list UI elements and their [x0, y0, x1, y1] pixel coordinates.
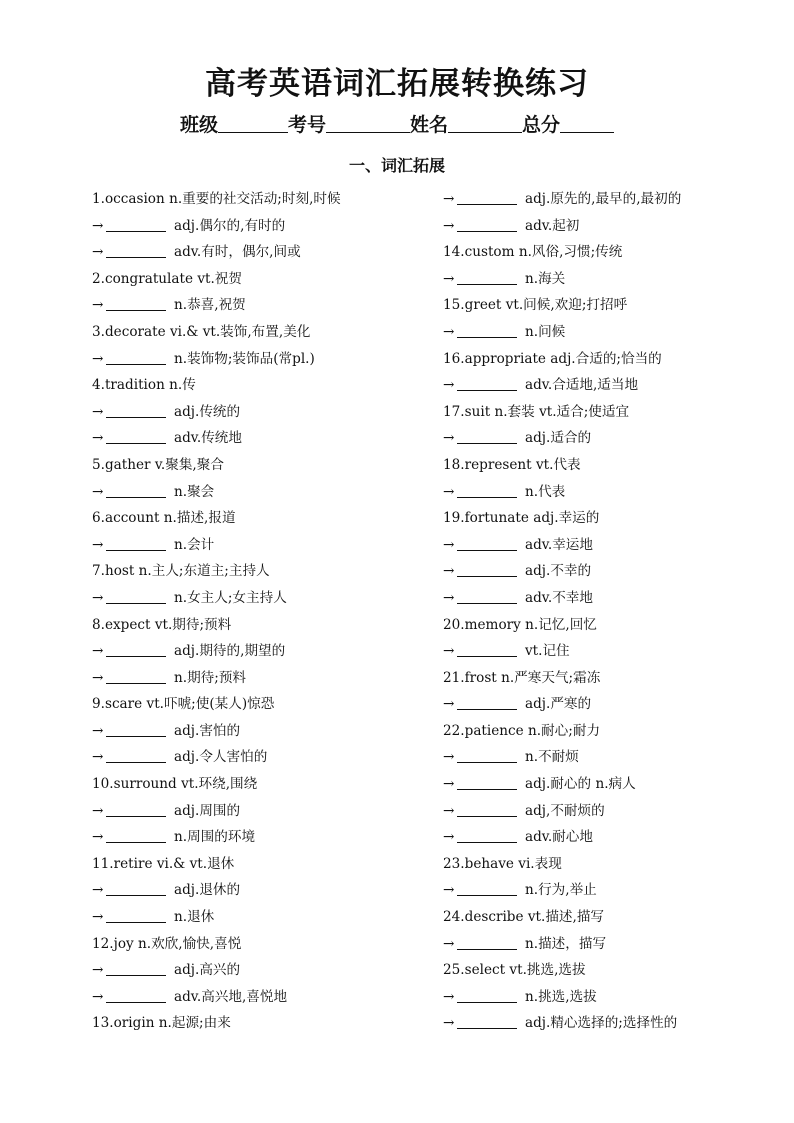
answer-blank[interactable] — [457, 641, 517, 657]
derivative-line — [92, 665, 432, 692]
answer-blank[interactable] — [106, 880, 166, 896]
answer-blank[interactable] — [457, 561, 517, 577]
answer-blank[interactable] — [457, 322, 517, 338]
derivative-line — [443, 532, 773, 559]
arrow-icon: → — [443, 430, 455, 447]
arrow-icon: → — [443, 563, 455, 580]
student-info-line — [0, 110, 794, 137]
score-blank[interactable] — [560, 114, 614, 133]
answer-blank[interactable] — [457, 827, 517, 843]
derivative-hint: adj.令人害怕的 — [174, 749, 268, 766]
arrow-icon: → — [92, 988, 104, 1005]
derivative-hint: n.退休 — [174, 909, 215, 926]
derivative-line — [443, 824, 773, 851]
score-label: 总分 — [522, 114, 561, 136]
derivative-line — [443, 931, 773, 958]
exam-no-blank[interactable] — [326, 114, 410, 133]
arrow-icon: → — [92, 749, 104, 766]
vocab-entry: 7.host n.主人;东道主;主持人 — [92, 563, 270, 580]
answer-blank[interactable] — [457, 747, 517, 763]
answer-blank[interactable] — [457, 880, 517, 896]
derivative-hint: adj.周围的 — [174, 802, 241, 819]
derivative-line — [443, 372, 773, 399]
derivative-hint: adv.耐心地 — [525, 829, 593, 846]
vocab-entry: 12.joy n.欢欣,愉快,喜悦 — [92, 935, 242, 952]
vocab-entry: 14.custom n.风俗,习惯;传统 — [443, 244, 623, 261]
answer-blank[interactable] — [457, 588, 517, 604]
derivative-hint: adj.不幸的 — [525, 563, 592, 580]
derivative-hint: adv.幸运地 — [525, 536, 593, 553]
answer-blank[interactable] — [106, 216, 166, 232]
answer-blank[interactable] — [106, 721, 166, 737]
arrow-icon: → — [443, 696, 455, 713]
vocab-entry: 25.select vt.挑选,选拔 — [443, 962, 586, 979]
derivative-line — [92, 744, 432, 771]
derivative-line — [92, 425, 432, 452]
derivative-line — [92, 718, 432, 745]
derivative-hint: n.周围的环境 — [174, 829, 256, 846]
answer-blank[interactable] — [106, 960, 166, 976]
answer-blank[interactable] — [106, 668, 166, 684]
derivative-line — [443, 558, 773, 585]
arrow-icon: → — [443, 323, 455, 340]
derivative-hint: n.期待;预料 — [174, 669, 247, 686]
derivative-hint: n.代表 — [525, 483, 566, 500]
answer-blank[interactable] — [457, 269, 517, 285]
answer-blank[interactable] — [457, 694, 517, 710]
derivative-line — [443, 798, 773, 825]
right-column — [443, 186, 773, 1037]
vocab-entry: 17.suit n.套装 vt.适合;使适宜 — [443, 403, 630, 420]
class-blank[interactable] — [218, 114, 288, 133]
arrow-icon: → — [443, 191, 455, 207]
arrow-icon: → — [92, 802, 104, 819]
arrow-icon: → — [443, 643, 455, 660]
vocab-entry: 13.origin n.起源;由来 — [92, 1015, 231, 1032]
derivative-hint: adj.原先的,最早的,最初的 — [525, 191, 682, 207]
name-label: 姓名 — [410, 114, 449, 136]
derivative-line — [443, 877, 773, 904]
derivative-hint: adj.害怕的 — [174, 722, 241, 739]
arrow-icon: → — [443, 988, 455, 1005]
derivative-hint: adv.传统地 — [174, 430, 242, 447]
derivative-line — [92, 585, 432, 612]
derivative-line — [92, 904, 432, 931]
derivative-line — [443, 425, 773, 452]
arrow-icon: → — [92, 909, 104, 926]
name-blank[interactable] — [448, 114, 522, 133]
derivative-line — [443, 585, 773, 612]
vocab-entry: 24.describe vt.描述,描写 — [443, 909, 605, 926]
derivative-line — [443, 984, 773, 1011]
arrow-icon: → — [92, 589, 104, 606]
arrow-icon: → — [92, 643, 104, 660]
answer-blank[interactable] — [106, 907, 166, 923]
derivative-line — [92, 638, 432, 665]
derivative-hint: n.聚会 — [174, 483, 215, 500]
vocab-entry: 20.memory n.记忆,回忆 — [443, 616, 597, 633]
answer-blank[interactable] — [106, 349, 166, 365]
vocab-entry: 6.account n.描述,报道 — [92, 510, 236, 527]
answer-blank[interactable] — [457, 428, 517, 444]
vocab-entry: 22.patience n.耐心;耐力 — [443, 722, 601, 739]
derivative-line — [92, 346, 432, 373]
arrow-icon: → — [443, 270, 455, 287]
derivative-hint: n.问候 — [525, 323, 566, 340]
vocab-entry: 15.greet vt.问候,欢迎;打招呼 — [443, 297, 628, 314]
vocab-entry: 11.retire vi.& vt.退休 — [92, 855, 235, 872]
answer-blank[interactable] — [457, 375, 517, 391]
arrow-icon: → — [92, 350, 104, 367]
vocab-entry: 4.tradition n.传 — [92, 377, 196, 394]
arrow-icon: → — [443, 1015, 455, 1032]
derivative-line — [92, 957, 432, 984]
answer-blank[interactable] — [106, 535, 166, 551]
arrow-icon: → — [443, 802, 455, 819]
answer-blank[interactable] — [457, 482, 517, 498]
answer-blank[interactable] — [106, 428, 166, 444]
arrow-icon: → — [92, 483, 104, 500]
derivative-hint: vt.记住 — [525, 643, 570, 660]
left-column — [92, 186, 432, 1037]
answer-blank[interactable] — [457, 987, 517, 1003]
answer-blank[interactable] — [457, 1013, 517, 1029]
derivative-hint: n.挑选,选拔 — [525, 988, 597, 1005]
derivative-hint: adj.精心选择的;选择性的 — [525, 1015, 678, 1032]
arrow-icon: → — [443, 882, 455, 899]
arrow-icon: → — [92, 217, 104, 234]
arrow-icon: → — [443, 935, 455, 952]
derivative-hint: n.装饰物;装饰品(常pl.) — [174, 350, 315, 367]
answer-blank[interactable] — [106, 641, 166, 657]
derivative-line — [443, 1010, 773, 1037]
derivative-hint: adj.严寒的 — [525, 696, 592, 713]
arrow-icon: → — [92, 536, 104, 553]
derivative-hint: adv.不幸地 — [525, 589, 593, 606]
derivative-line — [443, 319, 773, 346]
answer-blank[interactable] — [457, 189, 517, 205]
derivative-line — [92, 984, 432, 1011]
answer-blank[interactable] — [457, 535, 517, 551]
arrow-icon: → — [92, 962, 104, 979]
derivative-line — [443, 638, 773, 665]
arrow-icon: → — [443, 749, 455, 766]
derivative-hint: n.海关 — [525, 270, 566, 287]
vocab-entry: 2.congratulate vt.祝贺 — [92, 270, 242, 287]
answer-blank[interactable] — [106, 295, 166, 311]
answer-blank[interactable] — [106, 827, 166, 843]
answer-blank[interactable] — [106, 987, 166, 1003]
derivative-hint: adv.起初 — [525, 217, 580, 234]
derivative-line — [92, 479, 432, 506]
answer-blank[interactable] — [457, 774, 517, 790]
derivative-hint: adv.合适地,适当地 — [525, 377, 639, 394]
vocab-entry: 21.frost n.严寒天气;霜冻 — [443, 669, 601, 686]
answer-blank[interactable] — [106, 402, 166, 418]
arrow-icon: → — [92, 403, 104, 420]
arrow-icon: → — [443, 589, 455, 606]
derivative-hint: n.行为,举止 — [525, 882, 597, 899]
arrow-icon: → — [92, 297, 104, 314]
answer-blank[interactable] — [106, 242, 166, 258]
derivative-hint: adj.传统的 — [174, 403, 241, 420]
answer-blank[interactable] — [457, 801, 517, 817]
derivative-hint: adj.耐心的 n.病人 — [525, 776, 636, 793]
arrow-icon: → — [92, 882, 104, 899]
arrow-icon: → — [92, 244, 104, 261]
derivative-line — [443, 691, 773, 718]
derivative-line — [92, 824, 432, 851]
derivative-line — [443, 186, 773, 213]
class-label: 班级 — [179, 114, 218, 136]
vocab-entry: 19.fortunate adj.幸运的 — [443, 510, 600, 527]
vocab-entry: 10.surround vt.环绕,围绕 — [92, 776, 258, 793]
answer-blank[interactable] — [106, 482, 166, 498]
arrow-icon: → — [92, 722, 104, 739]
derivative-line — [443, 266, 773, 293]
answer-blank[interactable] — [457, 934, 517, 950]
derivative-hint: n.不耐烦 — [525, 749, 579, 766]
worksheet-title: 高考英语词汇拓展转换练习 — [205, 66, 589, 102]
derivative-line — [92, 877, 432, 904]
derivative-hint: adv.高兴地,喜悦地 — [174, 988, 288, 1005]
arrow-icon: → — [92, 430, 104, 447]
vocab-entry: 8.expect vt.期待;预料 — [92, 616, 232, 633]
derivative-hint: adj.高兴的 — [174, 962, 241, 979]
derivative-line — [443, 771, 773, 798]
vocab-entry: 23.behave vi.表现 — [443, 855, 562, 872]
derivative-line — [443, 213, 773, 240]
derivative-line — [92, 798, 432, 825]
vocab-entry: 9.scare vt.吓唬;使(某人)惊恐 — [92, 696, 275, 713]
derivative-hint: n.描述，描写 — [525, 935, 607, 952]
answer-blank[interactable] — [457, 216, 517, 232]
derivative-hint: n.会计 — [174, 536, 215, 553]
derivative-line — [443, 479, 773, 506]
vocab-entry: 16.appropriate adj.合适的;恰当的 — [443, 350, 662, 367]
derivative-line — [92, 292, 432, 319]
derivative-hint: adv.有时，偶尔,间或 — [174, 244, 301, 261]
vocab-entry: 3.decorate vi.& vt.装饰,布置,美化 — [92, 323, 311, 340]
derivative-hint: n.恭喜,祝贺 — [174, 297, 246, 314]
derivative-line — [92, 532, 432, 559]
derivative-hint: adj.期待的,期望的 — [174, 643, 286, 660]
derivative-hint: adj,不耐烦的 — [525, 802, 605, 819]
derivative-line — [92, 213, 432, 240]
answer-blank[interactable] — [106, 747, 166, 763]
arrow-icon: → — [443, 776, 455, 793]
vocab-entry: 5.gather v.聚集,聚合 — [92, 456, 224, 473]
section-title: 一、词汇拓展 — [348, 156, 445, 175]
derivative-hint: adj.偶尔的,有时的 — [174, 217, 286, 234]
arrow-icon: → — [92, 829, 104, 846]
vocab-entry: 18.represent vt.代表 — [443, 456, 581, 473]
arrow-icon: → — [443, 217, 455, 234]
exam-no-label: 考号 — [287, 114, 326, 136]
answer-blank[interactable] — [106, 588, 166, 604]
derivative-hint: n.女主人;女主持人 — [174, 589, 287, 606]
derivative-line — [443, 744, 773, 771]
arrow-icon: → — [443, 377, 455, 394]
derivative-line — [92, 399, 432, 426]
answer-blank[interactable] — [106, 801, 166, 817]
arrow-icon: → — [443, 829, 455, 846]
arrow-icon: → — [92, 669, 104, 686]
arrow-icon: → — [443, 483, 455, 500]
arrow-icon: → — [443, 536, 455, 553]
derivative-hint: adj.适合的 — [525, 430, 592, 447]
derivative-line — [92, 239, 432, 266]
derivative-hint: adj.退休的 — [174, 882, 241, 899]
vocab-entry: 1.occasion n.重要的社交活动;时刻,时候 — [92, 191, 341, 207]
